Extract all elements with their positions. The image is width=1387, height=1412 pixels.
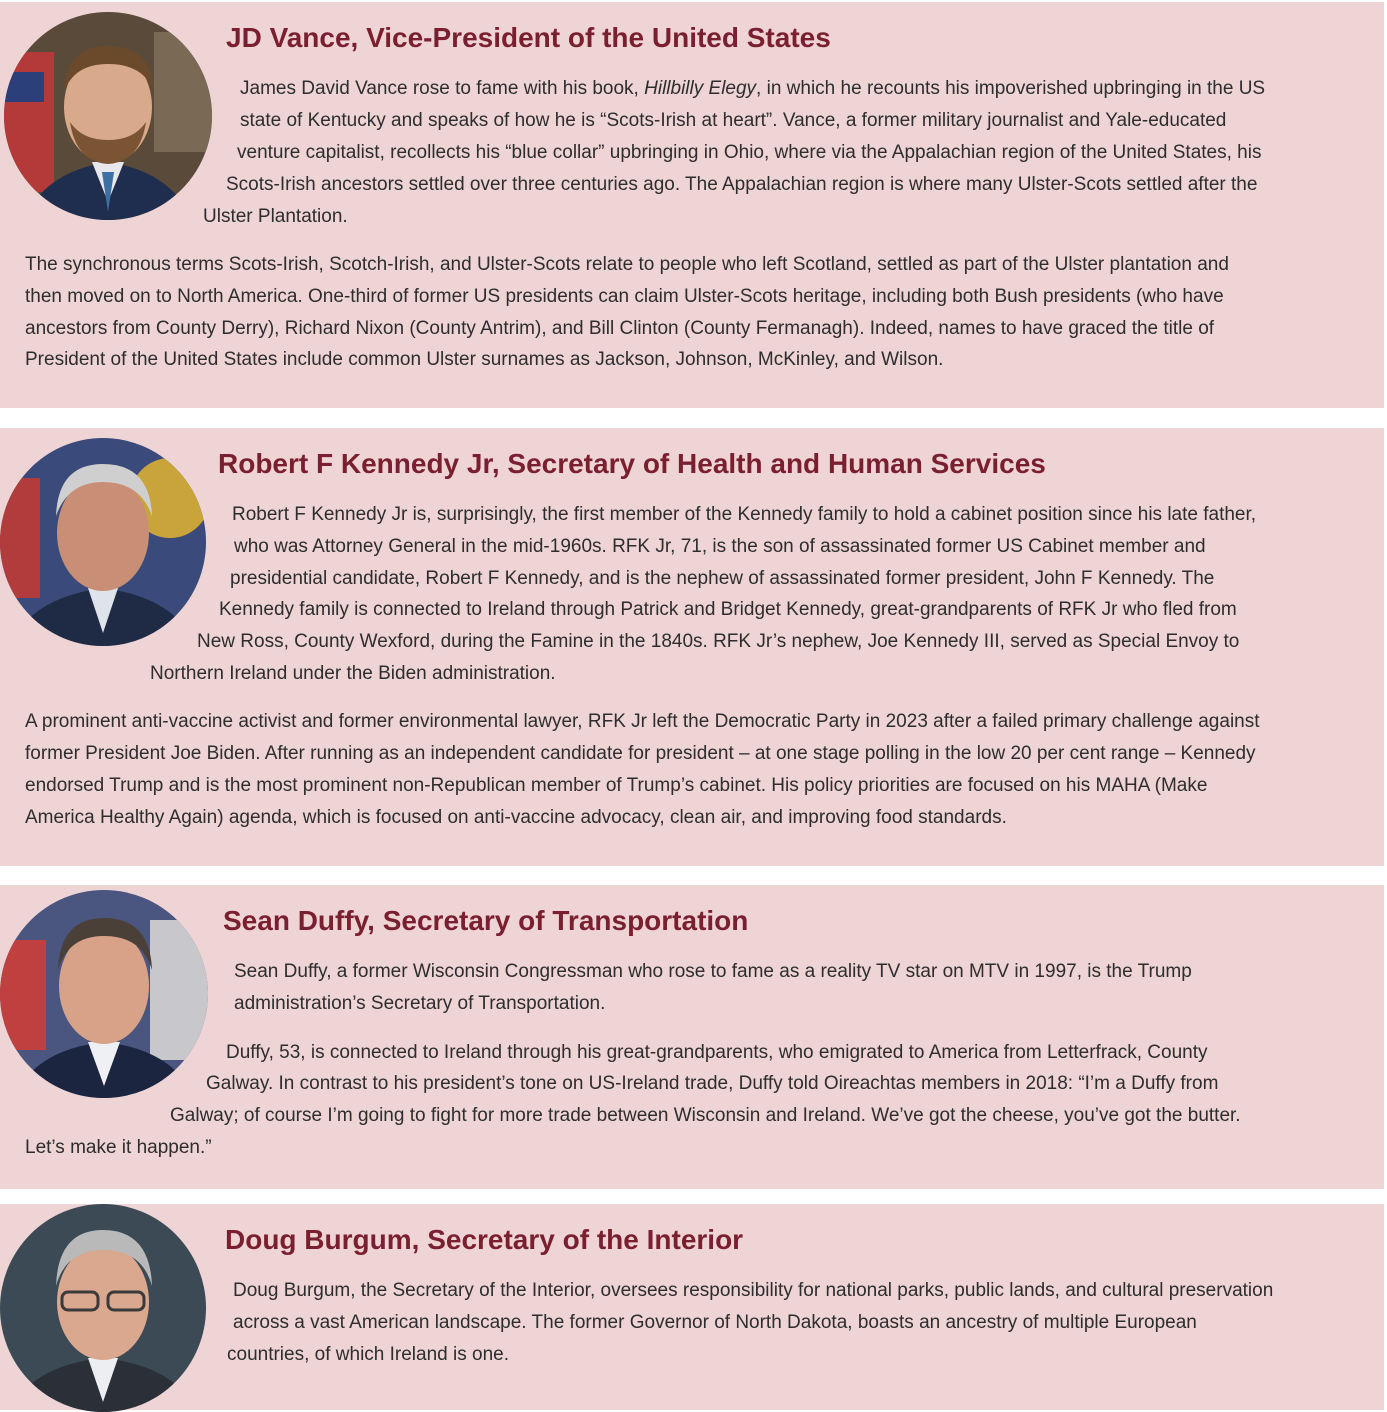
portrait-jd-vance (4, 12, 212, 220)
portrait-rfk-jr (0, 438, 206, 646)
portrait-doug-burgum (0, 1204, 206, 1412)
profile-card-vance (0, 2, 1384, 408)
profile-card-duffy (0, 885, 1384, 1189)
body-line: The synchronous terms Scots-Irish, Scotch-Irish, and Ulster-Scots relate to people who left Scotland, settled as part of the Ulster plantation and (25, 254, 1229, 275)
body-line: America Healthy Again) agenda, which is focused on anti-vaccine advocacy, clean air, and improving food standards. (25, 807, 1007, 828)
profile-name: Doug Burgum, Secretary of the Interior (225, 1224, 744, 1255)
body-line: administration’s Secretary of Transportation. (234, 993, 606, 1014)
body-line: President of the United States include common Ulster surnames as Jackson, Johnson, McKinley, and Wilson. (25, 349, 944, 370)
body-line: Scots-Irish ancestors settled over three centuries ago. The Appalachian region is where many Ulster-Scots settled after the (226, 174, 1258, 195)
body-line: Doug Burgum, the Secretary of the Interior, oversees responsibility for national parks, public lands, and cultural preservation (233, 1280, 1274, 1301)
body-line: across a vast American landscape. The former Governor of North Dakota, boasts an ancestry of multiple European (233, 1312, 1197, 1333)
body-line: Galway. In contrast to his president’s tone on US-Ireland trade, Duffy told Oireachtas members in 2018: “I’m a Duffy from (206, 1073, 1219, 1094)
body-line: Let’s make it happen.” (25, 1137, 212, 1158)
body-line: Ulster Plantation. (203, 206, 348, 227)
profile-card-burgum (0, 1204, 1384, 1410)
profile-name: Robert F Kennedy Jr, Secretary of Health and Human Services (218, 448, 1046, 479)
book-title: Hillbilly Elegy (644, 78, 757, 99)
body-line: Duffy, 53, is connected to Ireland through his great-grandparents, who emigrated to America from Letterfrack, County (226, 1042, 1208, 1063)
body-line: Robert F Kennedy Jr is, surprisingly, the first member of the Kennedy family to hold a cabinet position since his late father, (232, 504, 1257, 525)
body-line: state of Kentucky and speaks of how he is “Scots-Irish at heart”. Vance, a former military journalist and Yale-educated (240, 110, 1227, 131)
body-line: former President Joe Biden. After running as an independent candidate for president – at one stage polling in the low 20 per cent range – Kennedy (25, 743, 1256, 764)
body-line: Kennedy family is connected to Ireland through Patrick and Bridget Kennedy, great-grandparents of RFK Jr who fled from (219, 599, 1237, 620)
profile-name: Sean Duffy, Secretary of Transportation (223, 905, 749, 936)
body-line: countries, of which Ireland is one. (227, 1344, 509, 1365)
body-line: ancestors from County Derry), Richard Nixon (County Antrim), and Bill Clinton (County Fermanagh). Indeed, names to have graced the title of (25, 318, 1215, 339)
body-line: A prominent anti-vaccine activist and former environmental lawyer, RFK Jr left the Democratic Party in 2023 after a failed primary challenge against (25, 711, 1260, 732)
profile-card-kennedy (0, 428, 1384, 866)
body-line: venture capitalist, recollects his “blue collar” upbringing in Ohio, where via the Appalachian region of the United States, his (237, 142, 1262, 163)
profile-name: JD Vance, Vice-President of the United States (226, 22, 831, 53)
portrait-sean-duffy (0, 890, 208, 1098)
body-line: presidential candidate, Robert F Kennedy, and is the nephew of assassinated former president, John F Kennedy. The (230, 568, 1215, 589)
body-line: Galway; of course I’m going to fight for more trade between Wisconsin and Ireland. We’ve got the cheese, you’ve got the butter. (170, 1105, 1241, 1126)
body-line: Sean Duffy, a former Wisconsin Congressman who rose to fame as a reality TV star on MTV in 1997, is the Trump (234, 961, 1192, 982)
body-line: New Ross, County Wexford, during the Famine in the 1840s. RFK Jr’s nephew, Joe Kennedy III, served as Special Envoy to (197, 631, 1240, 652)
body-line: James David Vance rose to fame with his book, Hillbilly Elegy, in which he recounts his impoverished upbringing in the US (240, 78, 1266, 99)
body-line: endorsed Trump and is the most prominent non-Republican member of Trump’s cabinet. His policy priorities are focused on his MAHA (Make (25, 775, 1208, 796)
body-line: then moved on to North America. One-third of former US presidents can claim Ulster-Scots heritage, including both Bush presidents (who have (25, 286, 1224, 307)
body-line: who was Attorney General in the mid-1960s. RFK Jr, 71, is the son of assassinated former US Cabinet member and (234, 536, 1206, 557)
body-line: Northern Ireland under the Biden administration. (150, 663, 556, 684)
